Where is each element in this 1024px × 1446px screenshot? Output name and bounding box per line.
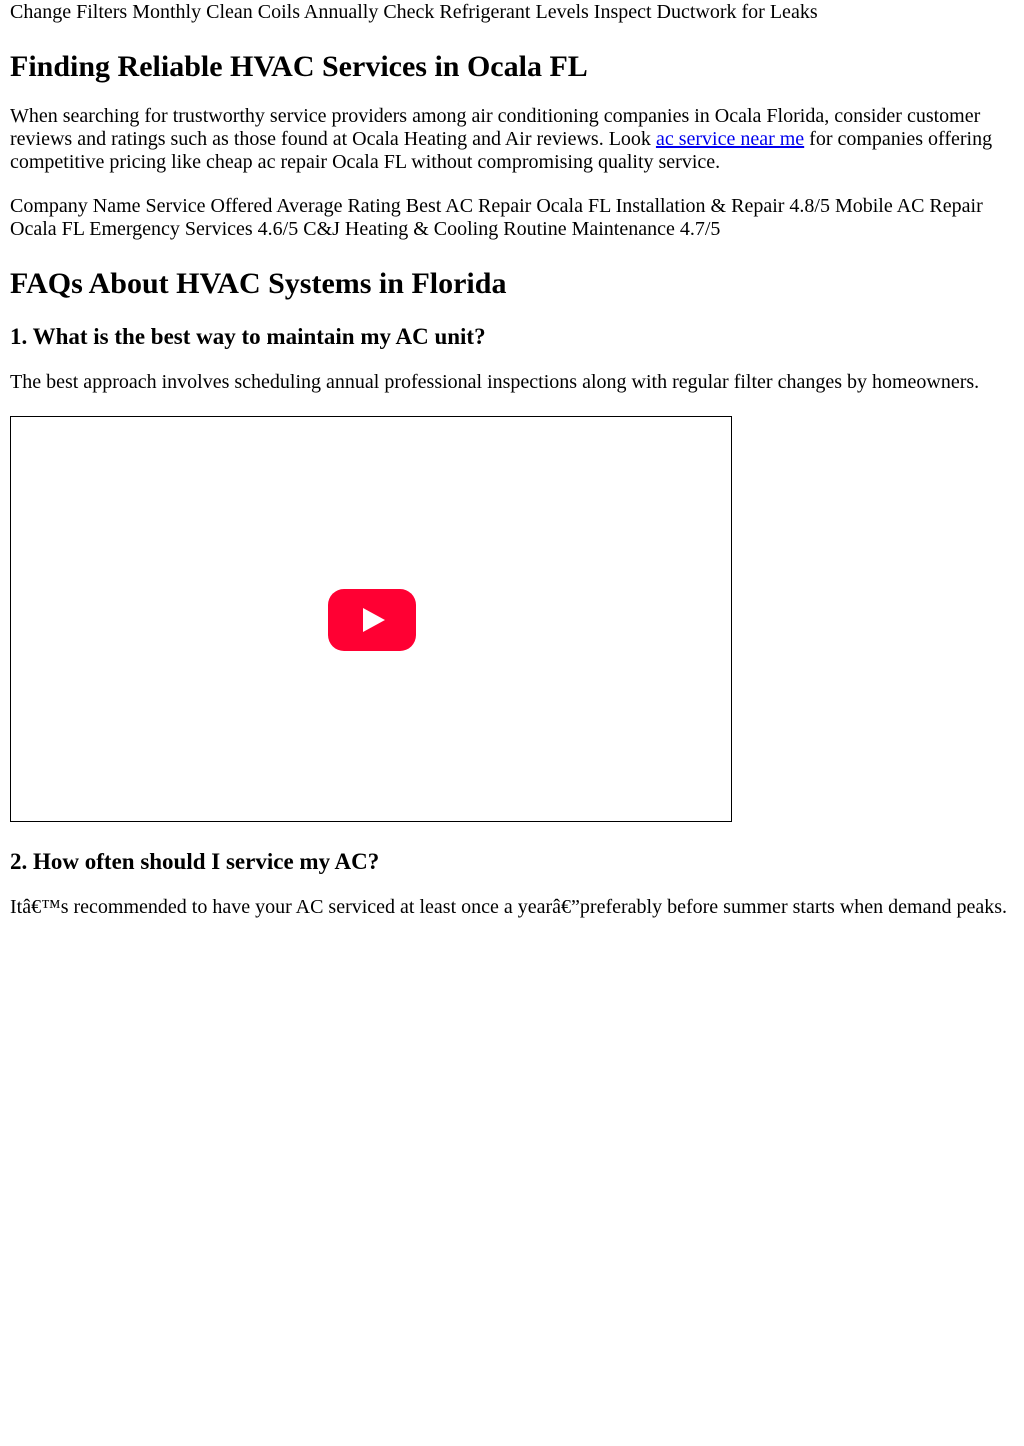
heading-faqs: FAQs About HVAC Systems in Florida	[10, 267, 507, 300]
faq-question-1: 1. What is the best way to maintain my AC unit?	[10, 324, 486, 349]
youtube-play-icon[interactable]	[328, 589, 416, 651]
faq-question-2: 2. How often should I service my AC?	[10, 849, 380, 874]
company-ratings-text: Company Name Service Offered Average Rating Best AC Repair Ocala FL Installation & Repair 4.8/5 Mobile AC Repair Ocala FL Emergency Services 4.6/5 C&J Heating & Cooling Routine Maintenance 4.7/5	[10, 195, 983, 240]
article	[10, 0, 1015, 919]
video-embed[interactable]	[10, 416, 732, 822]
intro-paragraph	[10, 105, 1015, 174]
faq-answer-1: The best approach involves scheduling annual professional inspections along with regular filter changes by homeowners.	[10, 371, 980, 393]
ac-service-near-me-link[interactable]: ac service near me	[655, 128, 805, 150]
heading-finding-reliable-hvac: Finding Reliable HVAC Services in Ocala FL	[10, 50, 588, 83]
intro-text-after-link: for companies offering competitive pricing like cheap ac repair Ocala FL without compromising quality service.	[10, 128, 993, 173]
intro-text-before-link: When searching for trustworthy service providers among air conditioning companies in Ocala Florida, consider customer reviews and ratings such as those found at Ocala Heating and Air reviews. Look	[10, 105, 981, 150]
maintenance-list-text: Change Filters Monthly Clean Coils Annually Check Refrigerant Levels Inspect Ductwork for Leaks	[10, 1, 818, 23]
faq-answer-2: Itâ€™s recommended to have your AC serviced at least once a yearâ€”preferably before summer starts when demand peaks.	[10, 896, 1007, 918]
